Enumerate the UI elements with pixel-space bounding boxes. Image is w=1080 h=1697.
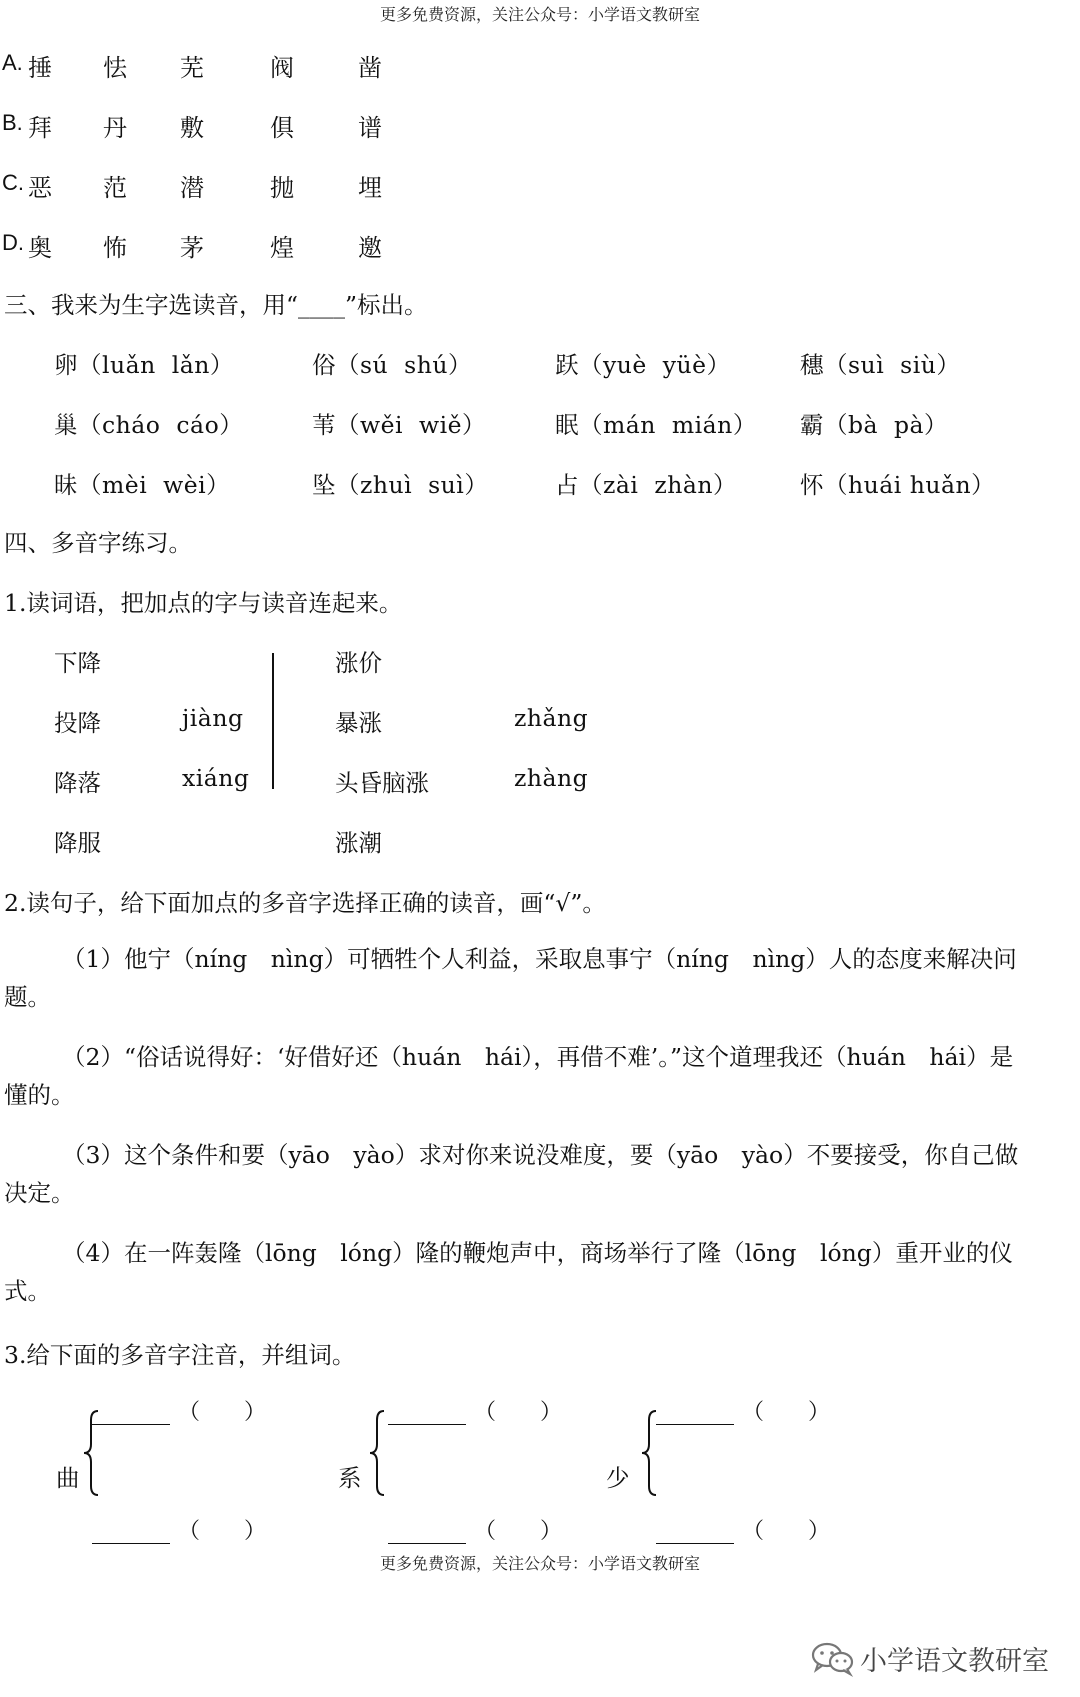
pinyin-parentheses[interactable]: （ ） xyxy=(178,1519,267,1544)
wechat-icon xyxy=(808,1638,858,1678)
q1-title: 1.读词语，把加点的字与读音连起来。 xyxy=(4,589,403,617)
pinyin-parentheses[interactable]: （ ） xyxy=(742,1400,831,1425)
option-char: 敷 xyxy=(180,114,204,142)
q2-sentence-1: （1）他宁（níng nìng）可牺牲个人利益，采取息事宁（níng nìng）人的态度来解决问题。 xyxy=(4,945,1017,1011)
fill-blank-line[interactable] xyxy=(388,1424,466,1425)
option-char: 阀 xyxy=(270,54,294,82)
brace-icon xyxy=(368,1408,388,1502)
page-header: 更多免费资源，关注公众号：小学语文教研室 xyxy=(379,5,700,24)
pinyin-parentheses[interactable]: （ ） xyxy=(178,1400,267,1425)
pinyin-choice: 怀（huái huǎn） xyxy=(800,471,996,499)
option-char: 谱 xyxy=(358,114,382,142)
option-char: 埋 xyxy=(358,174,382,202)
pinyin-parentheses[interactable]: （ ） xyxy=(474,1519,563,1544)
option-label: D. xyxy=(2,230,24,255)
fill-blank-line[interactable] xyxy=(92,1543,170,1544)
q2-sentence-2: （2）“俗话说得好：‘好借好还（huán hái），再借不难’。”这个道理我还（huán hái）是懂的。 xyxy=(4,1043,1014,1109)
left-word: 下降 xyxy=(54,649,101,677)
option-char: 奥 xyxy=(28,234,52,262)
q3-title: 3.给下面的多音字注音，并组词。 xyxy=(4,1341,356,1369)
left-pinyin: jiàng xyxy=(182,704,244,732)
left-word: 投降 xyxy=(54,709,101,737)
option-label: C. xyxy=(2,170,24,195)
polyphone-char: 少 xyxy=(606,1464,630,1492)
section3-title: 三、我来为生字选读音，用“____”标出。 xyxy=(4,291,428,319)
q2-sentence-3: （3）这个条件和要（yāo yào）求对你来说没难度，要（yāo yào）不要接受，你自己做决定。 xyxy=(4,1141,1019,1207)
page-footer: 更多免费资源，关注公众号：小学语文教研室 xyxy=(379,1554,700,1573)
pinyin-choice: 巢（cháo cáo） xyxy=(54,411,244,439)
option-row xyxy=(2,168,702,208)
option-label: A. xyxy=(2,50,23,75)
option-char: 煌 xyxy=(270,234,294,262)
left-word: 降落 xyxy=(54,769,101,797)
right-word: 头昏脑涨 xyxy=(335,769,429,797)
left-pinyin: xiáng xyxy=(182,764,250,792)
option-char: 潜 xyxy=(180,174,204,202)
option-char: 芜 xyxy=(180,54,204,82)
option-char: 范 xyxy=(103,174,127,202)
right-pinyin: zhǎng xyxy=(514,704,589,732)
fill-blank-line[interactable] xyxy=(656,1424,734,1425)
brace-icon xyxy=(82,1408,102,1502)
option-label: B. xyxy=(2,110,23,135)
right-word: 暴涨 xyxy=(335,709,382,737)
pinyin-choice: 眠（mán mián） xyxy=(555,411,757,439)
pinyin-choice: 昧（mèi wèi） xyxy=(54,471,231,499)
option-char: 邀 xyxy=(358,234,382,262)
option-char: 捶 xyxy=(28,54,52,82)
pinyin-choice: 俗（sú shú） xyxy=(312,351,472,379)
watermark-text: 小学语文教研室 xyxy=(860,1646,1049,1677)
brace-icon xyxy=(640,1408,660,1502)
pinyin-choice: 霸（bà pà） xyxy=(800,411,949,439)
option-char: 怖 xyxy=(103,234,127,262)
option-char: 俱 xyxy=(270,114,294,142)
polyphone-char: 系 xyxy=(338,1464,362,1492)
section4-title: 四、多音字练习。 xyxy=(4,529,192,557)
right-word: 涨价 xyxy=(335,649,382,677)
option-row xyxy=(2,48,702,88)
right-pinyin: zhàng xyxy=(514,764,589,792)
pinyin-parentheses[interactable]: （ ） xyxy=(474,1400,563,1425)
option-char: 拜 xyxy=(28,114,52,142)
polyphone-char: 曲 xyxy=(56,1464,80,1492)
fill-blank-line[interactable] xyxy=(388,1543,466,1544)
option-char: 抛 xyxy=(270,174,294,202)
pinyin-choice: 占（zài zhàn） xyxy=(555,471,738,499)
option-row xyxy=(2,228,702,268)
pinyin-choice: 坠（zhuì suì） xyxy=(312,471,489,499)
divider-line xyxy=(272,653,274,789)
option-char: 恶 xyxy=(28,174,52,202)
q2-sentence-4: （4）在一阵轰隆（lōng lóng）隆的鞭炮声中，商场举行了隆（lōng lóng）重开业的仪式。 xyxy=(4,1239,1013,1305)
left-word: 降服 xyxy=(54,829,101,857)
pinyin-choice: 苇（wěi wiě） xyxy=(312,411,487,439)
right-word: 涨潮 xyxy=(335,829,382,857)
fill-blank-line[interactable] xyxy=(92,1424,170,1425)
fill-blank-line[interactable] xyxy=(656,1543,734,1544)
option-char: 丹 xyxy=(103,114,127,142)
option-char: 茅 xyxy=(180,234,204,262)
option-row xyxy=(2,108,702,148)
pinyin-choice: 跃（yuè yüè） xyxy=(555,351,731,379)
pinyin-choice: 卵（luǎn lǎn） xyxy=(54,351,234,379)
pinyin-choice: 穗（suì siù） xyxy=(800,351,961,379)
q2-title: 2.读句子，给下面加点的多音字选择正确的读音，画“√”。 xyxy=(4,889,606,917)
option-char: 凿 xyxy=(358,54,382,82)
pinyin-parentheses[interactable]: （ ） xyxy=(742,1519,831,1544)
option-char: 怯 xyxy=(103,54,127,82)
